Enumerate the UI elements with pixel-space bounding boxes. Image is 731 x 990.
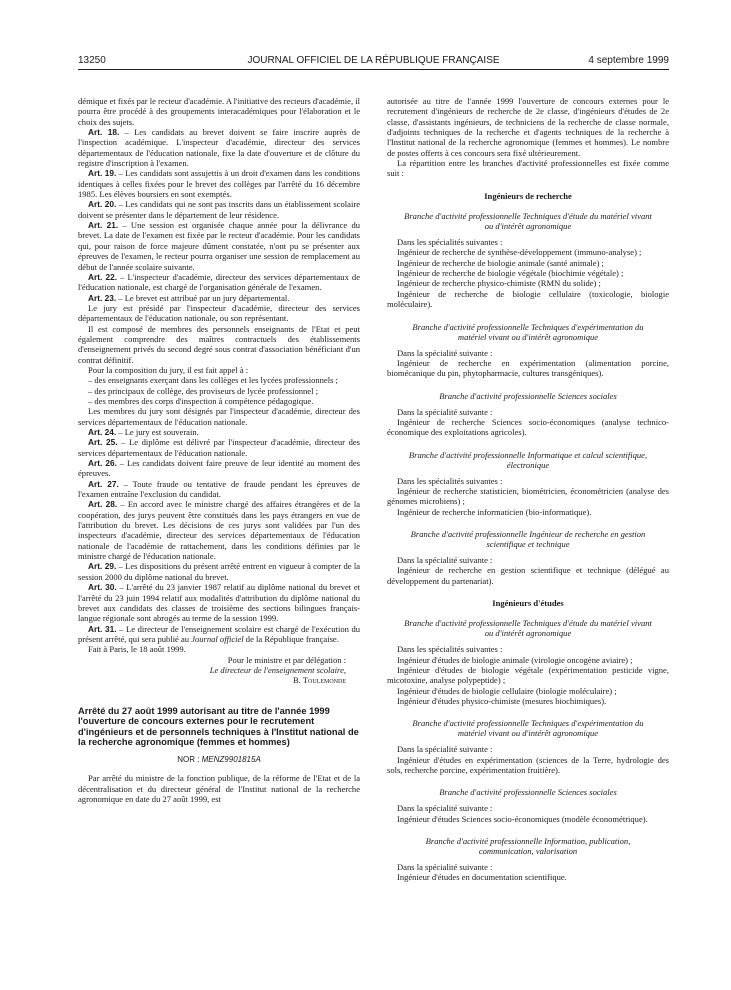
list-item: Ingénieur de recherche Sciences socio-économiques (analyse technico-économique des exploitations agricoles). <box>387 416 669 438</box>
article-28: Art. 28. – En accord avec le ministre chargé des affaires étrangères et de la coopération, des jurys peuvent être constitués dans les pays étrangers en vue de l'attribution du brevet. Les décisions de ces jurys sont validées par l'un des inspecteurs d'académie, directeur des services départementaux de l'éducation nationale de l'académie de rattachement, dans les conditions définies par le ministre chargé de l'éducation nationale. <box>78 499 360 562</box>
paragraph: Les membres du jury sont désignés par l'inspecteur d'académie, directeur des services départementaux de l'éducation nationale. <box>78 406 360 427</box>
signatory-name: B. Toulemonde <box>292 675 346 686</box>
paragraph: autorisée au titre de l'année 1999 l'ouverture de concours externes pour le recrutement d'ingénieurs de recherche de 2e classe, d'ingénieurs d'études de 2e classe, d'assistants ingénieurs, de techniciens de la recherche de classe normale, d'adjoints techniques de la recherche et d'agents techniques de la recherche à l'Institut national de la recherche agronomique (femmes et hommes). Le nombre de postes offerts à ces concours sera fixé ultérieurement. <box>387 96 669 158</box>
paragraph: Il est composé de membres des personnels enseignants de l'Etat et peut également comprendre des maîtres contractuels des établissements d'enseignement privés du second degré sous contrat d'association bénéficiant d'un contrat définitif. <box>78 323 360 365</box>
list-item: – des enseignants exerçant dans les collèges et les lycées professionnels ; <box>88 375 338 386</box>
article-24: Art. 24. – Le jury est souverain. <box>88 427 199 437</box>
nor-reference: NOR : MENZ9901815A <box>177 754 261 764</box>
article-27: Art. 27. – Toute fraude ou tentative de fraude pendant les épreuves de l'examen entraîne l'exclusion du candidat. <box>78 478 360 500</box>
speciality-intro: Dans la spécialité suivante : <box>397 803 493 814</box>
article-29: Art. 29. – Les dispositions du présent arrêté entrent en vigueur à compter de la session 2000 du diplôme national du brevet. <box>78 561 360 582</box>
speciality-intro: Dans la spécialité suivante : <box>397 554 493 565</box>
article-25: Art. 25. – Le diplôme est délivré par l'inspecteur d'académie, directeur des services départementaux de l'éducation nationale. <box>78 437 360 458</box>
speciality-intro: Dans les spécialités suivantes : <box>397 237 503 248</box>
paragraph: La répartition entre les branches d'activité professionnelles est fixée comme suit : <box>387 158 669 179</box>
branch-heading: Branche d'activité professionnelle Sciences sociales <box>439 787 617 798</box>
paragraph: Le jury est présidé par l'inspecteur d'académie, directeur des services départementaux de l'éducation nationale, ou son représentant. <box>78 302 360 324</box>
signature-line: Pour le ministre et par délégation : <box>227 654 346 665</box>
paragraph: Pour la composition du jury, il est fait appel à : <box>88 364 249 375</box>
list-item: Ingénieur de recherche en gestion scientifique et technique (délégué au développement du partenariat). <box>387 565 669 586</box>
list-item: Ingénieur d'études de biologie cellulaire (biologie moléculaire) ; <box>397 685 617 696</box>
article-19: Art. 19. – Les candidats sont assujettis à un droit d'examen dans les conditions identiques à celles fixées pour le brevet des collèges par l'arrêté du 16 décembre 1985. Les élèves boursiers en sont exemptés. <box>78 168 360 200</box>
decree-title: Arrêté du 27 août 1999 autorisant au titre de l'année 1999 l'ouverture de concours externes pour le recrutement d'ingénieurs et de personnels techniques à l'Institut national de la recherche agronomique (femmes et hommes) <box>78 705 359 748</box>
list-item: Ingénieur d'études Sciences socio-économiques (modèle économétrique). <box>397 813 648 824</box>
speciality-intro: Dans la spécialité suivante : <box>397 862 493 873</box>
branch-heading: Branche d'activité professionnelle Information, publication, communication, valorisation <box>425 836 631 857</box>
issue-date: 4 septembre 1999 <box>588 55 669 66</box>
list-item: Ingénieur de recherche de biologie végétale (biochimie végétale) ; <box>397 268 624 279</box>
list-item: Ingénieur de recherche de biologie cellulaire (toxicologie, biologie moléculaire). <box>387 288 669 310</box>
article-22: Art. 22. – L'inspecteur d'académie, directeur des services départementaux de l'éducation nationale, est chargé de l'organisation générale de l'examen. <box>78 271 360 293</box>
list-item: Ingénieur d'études en documentation scientifique. <box>397 872 567 883</box>
left-column <box>78 96 360 804</box>
article-30: Art. 30. – L'arrêté du 23 janvier 1987 relatif au diplôme national du brevet et l'arrêté du 23 juin 1994 relatif aux modalités d'attribution du diplôme national du brevet aux candidats des classes de troisième des sections bilingues français-langue régionale sont abrogés au terme de la session 1999. <box>78 582 360 624</box>
list-item: Ingénieur de recherche de biologie animale (santé animale) ; <box>397 257 604 268</box>
branch-heading: Branche d'activité professionnelle Techniques d'étude du matériel vivant ou d'intérêt agronomique <box>404 618 652 639</box>
header-rule <box>78 69 669 70</box>
journal-title: JOURNAL OFFICIEL DE LA RÉPUBLIQUE FRANÇAISE <box>247 55 500 66</box>
list-item: – des principaux de collège, des proviseurs de lycée professionnel ; <box>88 385 318 396</box>
branch-heading: Branche d'activité professionnelle Techniques d'étude du matériel vivant ou d'intérêt agronomique <box>404 211 652 232</box>
speciality-intro: Dans la spécialité suivante : <box>397 347 493 358</box>
right-column <box>387 96 669 883</box>
list-item: Ingénieur d'études physico-chimiste (mesures biochimiques). <box>397 696 607 707</box>
signature-block <box>78 655 360 686</box>
speciality-intro: Dans les spécialités suivantes : <box>397 644 503 655</box>
speciality-intro: Dans la spécialité suivante : <box>397 744 493 755</box>
list-item: Ingénieur de recherche informaticien (bio-informatique). <box>397 506 592 517</box>
list-item: Ingénieur d'études en expérimentation (sciences de la Terre, hydrologie des sols, recherche porcine, expérimentation fruitière). <box>387 754 669 776</box>
list-item: Ingénieur d'études de biologie végétale (expérimentation pesticide vigne, micotoxine, analyse polypeptide) ; <box>387 665 669 686</box>
list-item: Ingénieur de recherche statisticien, biométricien, économétricien (analyse des génomes microbiens) ; <box>387 485 669 507</box>
branch-heading: Branche d'activité professionnelle Informatique et calcul scientifique, électronique <box>408 449 648 470</box>
done-at: Fait à Paris, le 18 août 1999. <box>88 644 186 655</box>
branch-heading: Branche d'activité professionnelle Techniques d'expérimentation du matériel vivant ou d'intérêt agronomique <box>412 321 644 342</box>
page-header <box>78 55 669 69</box>
list-item: Ingénieur de recherche de synthèse-développement (immuno-analyse) ; <box>397 247 642 258</box>
article-26: Art. 26. – Les candidats doivent faire preuve de leur identité au moment des épreuves. <box>78 458 360 479</box>
article-20: Art. 20. – Les candidats qui ne sont pas inscrits dans un établissement scolaire doivent se présenter dans le département de leur résidence. <box>78 199 360 220</box>
branch-heading: Branche d'activité professionnelle Ingénieur de recherche en gestion scientifique et technique <box>410 528 646 549</box>
branch-heading: Branche d'activité professionnelle Sciences sociales <box>439 390 617 401</box>
signature-title: Le directeur de l'enseignement scolaire, <box>209 664 346 675</box>
decree-intro: Par arrêté du ministre de la fonction publique, de la réforme de l'Etat et de la décentralisation et du directeur général de l'Institut national de la recherche agronomique en date du 27 août 1999, est <box>78 773 360 804</box>
list-item: Ingénieur d'études de biologie animale (virologie oncogène aviaire) ; <box>397 654 633 665</box>
list-item: – des membres des corps d'inspection à compétence pédagogique. <box>88 395 314 406</box>
list-item: Ingénieur de recherche en expérimentation (alimentation porcine, biomécanique du pin, phytopharmacie, cultures transgéniques). <box>387 357 669 379</box>
speciality-intro: Dans la spécialité suivante : <box>397 406 493 417</box>
article-21: Art. 21. – Une session est organisée chaque année pour la délivrance du brevet. La date de l'examen est fixée par le recteur d'académie. Pour les candidats qui, pour raison de force majeure dûment constatée, n'ont pu se présenter aux épreuves de l'examen, le recteur pourra organiser une session de remplacement au début de l'année scolaire suivante. <box>78 220 360 272</box>
speciality-intro: Dans les spécialités suivantes : <box>397 475 503 486</box>
section-heading: Ingénieurs d'études <box>492 597 564 608</box>
article-18: Art. 18. – Les candidats au brevet doivent se faire inscrire auprès de l'inspection académique. L'inspecteur d'académie, directeur des services départementaux de l'éducation nationale, fixe la date d'ouverture et de clôture du registre d'inscription à l'examen. <box>78 127 360 169</box>
branch-heading: Branche d'activité professionnelle Techniques d'expérimentation du matériel vivant ou d'intérêt agronomique <box>412 718 644 739</box>
paragraph: démique et fixés par le recteur d'académie. A l'initiative des recteurs d'académie, il pourra être procédé à des groupements interacadémiques pour l'élaboration et le choix des sujets. <box>78 96 360 127</box>
article-23: Art. 23. – Le brevet est attribué par un jury départemental. <box>88 292 290 303</box>
article-31: Art. 31. – Le directeur de l'enseignement scolaire est chargé de l'exécution du présent arrêté, qui sera publié au Journal officiel de la République française. <box>78 623 360 644</box>
list-item: Ingénieur de recherche physico-chimiste (RMN du solide) ; <box>397 278 601 289</box>
page-number: 13250 <box>78 55 106 66</box>
jury-list <box>78 375 360 406</box>
section-heading: Ingénieurs de recherche <box>484 190 572 201</box>
